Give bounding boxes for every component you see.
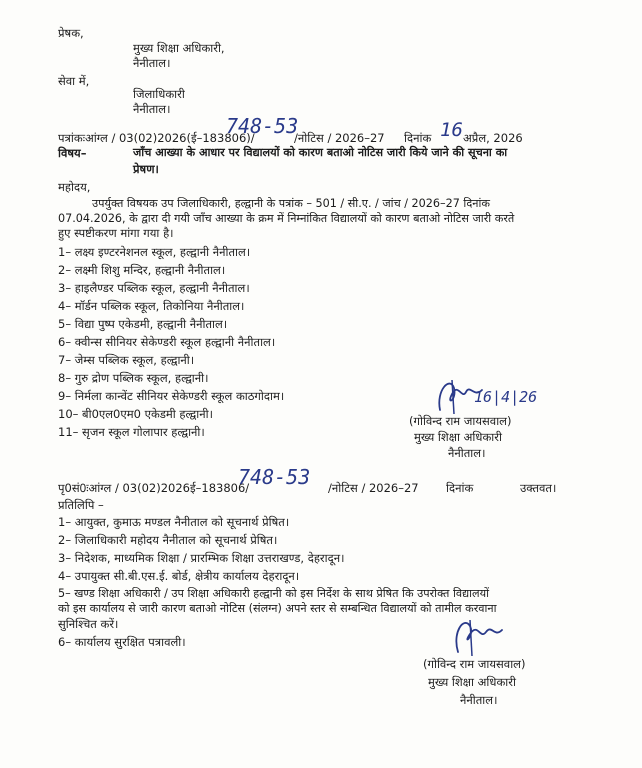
salutation: महोदय, [58,180,91,194]
list-item: 5– विद्या पुष्प एकेडमी, हल्द्वानी नैनीताल। [58,317,228,331]
body-line-2: 07.04.2026, के द्वारा दी गयी जॉंच आख्या के क्रम में निम्नांकित विद्यालयों को कारण बताओ नोटिस जारी करते [58,212,515,225]
list-item: 1– लक्ष्य इण्टरनेशनल स्कूल, हल्द्वानी नैनीताल। [58,245,251,259]
letter-ref-handwritten: 748-53 [226,114,299,138]
signature-2 [448,608,508,660]
list-item: 3– निदेशक, माध्यमिक शिक्षा / प्रारम्भिक शिक्षा उत्तराखण्ड, देहरादून। [58,551,345,565]
letter-date-label: दिनांक [404,131,432,145]
list-item: 7– जेम्स पब्लिक स्कूल, हल्द्वानी। [58,353,195,367]
list-item: 1– आयुक्त, कुमाऊ मण्डल नैनीताल को सूचनार्थ प्रेषित। [58,515,290,529]
list-item: 6– कार्यालय सुरक्षित पत्रावली। [58,635,186,649]
signatory-name: (गोविन्द राम जायसवाल) [409,414,512,428]
sender-office: मुख्य शिक्षा अधिकारी, [133,41,225,55]
letter-ref-suffix: /नोटिस / 2026–27 [294,131,385,145]
list-item: 10– बी0एल0एम0 एकेडमी हल्द्वानी। [58,407,213,421]
copy-heading: प्रतिलिपि – [58,498,104,512]
list-item: 6– क्वीन्स सीनियर सेकेण्डरी स्कूल हल्द्वानी नैनीताल। [58,335,276,349]
list-item: 2– लक्ष्मी शिशु मन्दिर, हल्द्वानी नैनीताल। [58,263,226,277]
sender-place: नैनीताल। [133,56,171,70]
copy-date-label: दिनांक [446,481,474,495]
subject-line-1: जॉंच आख्या के आधार पर विद्यालयों को कारण बताओ नोटिस जारी किये जाने की सूचना का [133,146,508,159]
list-item-continued: सुनिश्चित करें। [58,617,119,631]
copy-ref-suffix: /नोटिस / 2026–27 [328,481,419,495]
copy-ref-handwritten: 748-53 [238,465,311,489]
recipient-place: नैनीताल। [133,102,171,116]
recipient-label: सेवा में, [58,74,90,88]
list-item: 4– उपायुक्त सी.बी.एस.ई. बोर्ड, क्षेत्रीय कार्यालय देहरादून। [58,569,300,583]
copy-date-value: उक्तवत। [520,481,557,495]
copy-signatory-place: नैनीताल। [460,693,498,707]
list-item: 5– खण्ड शिक्षा अधिकारी / उप शिक्षा अधिकारी हल्द्वानी को इस निर्देश के साथ प्रेषित कि उपरोक्त विद्यालयों [58,587,490,600]
list-item: 11– सृजन स्कूल गोलापार हल्द्वानी। [58,425,205,439]
body-line-3: हुए स्पष्टीकरण मांगा गया है। [58,226,174,240]
letter-date-text: अप्रैल, 2026 [463,131,523,145]
letter-date-handwritten: 16 [440,119,463,141]
list-item: 2– जिलाधिकारी महोदय नैनीताल को सूचनार्थ प्रेषित। [58,533,278,547]
sign-date-handwritten: 16|4|26 [474,388,538,406]
recipient-office: जिलाधिकारी [133,87,185,101]
list-item: 8– गुरु द्रोण पब्लिक स्कूल, हल्द्वानी। [58,371,209,385]
subject-label: विषय– [58,146,87,160]
copy-ref-prefix: पृ0सं0ःआंग्ल / 03(02)2026ई–183806/ [58,481,250,495]
signatory-place: नैनीताल। [448,446,486,460]
list-item: 3– हाइलैण्डर पब्लिक स्कूल, हल्द्वानी नैनीताल। [58,281,250,295]
copy-signatory-name: (गोविन्द राम जायसवाल) [423,657,526,671]
sender-label: प्रेषक, [58,26,84,40]
list-item: 4– मॉर्डन पब्लिक स्कूल, तिकोनिया नैनीताल। [58,299,245,313]
copy-signatory-title: मुख्य शिक्षा अधिकारी [428,675,516,689]
letter-ref-prefix: पत्रांकःआंग्ल / 03(02)2026(ई–183806)/ [58,131,255,145]
list-item: 9– निर्मला कान्वेंट सीनियर सेकेण्डरी स्कूल काठगोदाम। [58,389,285,403]
subject-line-2: प्रेषण। [133,162,159,176]
signatory-title: मुख्य शिक्षा अधिकारी [414,430,502,444]
list-item-continued: को इस कार्यालय से जारी कारण बताओ नोटिस (संलग्न) अपने स्तर से सम्बन्धित विद्यालयों को तामील करवाना [58,602,497,615]
body-line-1: उपर्युक्त विषयक उप जिलाधिकारी, हल्द्वानी के पत्रांक – 501 / सी.ए. / जांच / 2026–27 दिनांक [92,197,490,210]
